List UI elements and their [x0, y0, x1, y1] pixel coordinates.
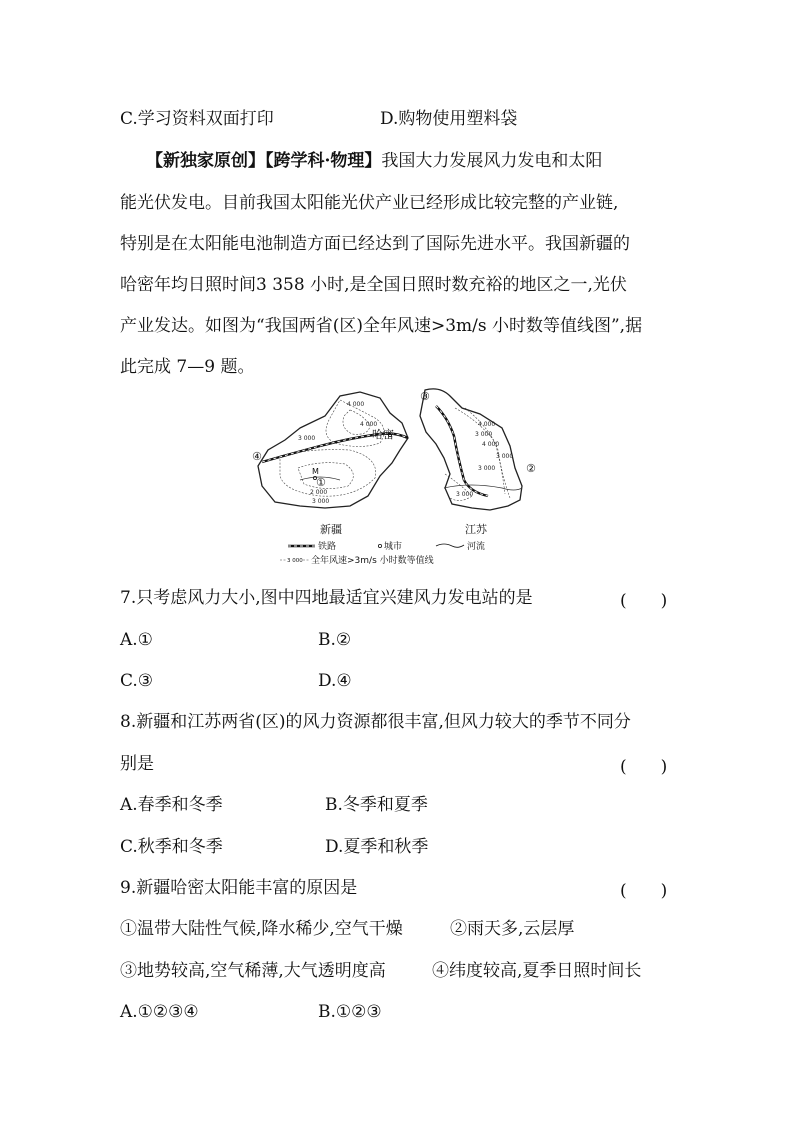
contour-label: 3 000	[312, 498, 330, 505]
q9-statement-1: ①温带大陆性气候,降水稀少,空气干燥	[120, 919, 403, 939]
q9-option-a[interactable]: A.①②③④	[120, 1002, 199, 1022]
q9-answer-blank[interactable]: ( )	[620, 881, 668, 901]
q8-option-d[interactable]: D.夏季和秋季	[325, 837, 429, 857]
intro-line-5: 产业发达。如图为“我国两省(区)全年风速>3m/s 小时数等值线图”,据	[120, 316, 643, 336]
q7-option-a[interactable]: A.①	[120, 630, 153, 650]
q9-stem: 9.新疆哈密太阳能丰富的原因是	[120, 878, 358, 898]
q9-statement-2: ②雨天多,云层厚	[450, 919, 575, 939]
legend-railway: 铁路	[318, 542, 337, 552]
intro-text: 我国大力发展风力发电和太阳	[381, 151, 603, 171]
q7-answer-blank[interactable]: ( )	[620, 591, 668, 611]
q9-statement-3: ③地势较高,空气稀薄,大气透明度高	[120, 961, 386, 981]
q7-option-d[interactable]: D.④	[318, 671, 352, 691]
site-1-label: ①	[316, 476, 326, 489]
site-2-label: ②	[526, 462, 536, 475]
contour-label: 3 000	[456, 491, 474, 498]
contour-label: 3 000	[475, 431, 493, 438]
q8-option-a[interactable]: A.春季和冬季	[120, 795, 223, 815]
q9-statement-4: ④纬度较高,夏季日照时间长	[432, 961, 642, 981]
q7-stem: 7.只考虑风力大小,图中四地最适宜兴建风力发电站的是	[120, 588, 533, 608]
q8-stem-2: 别是	[120, 754, 154, 774]
contour-label: 4 000	[478, 421, 496, 428]
legend-river: 河流	[467, 542, 486, 552]
option-c[interactable]: C.学习资料双面打印	[120, 109, 274, 129]
city-hami-label: 哈密	[372, 428, 394, 441]
tag-interdisciplinary: 【跨学科·物理】	[265, 151, 382, 171]
contour-label: 2 000	[310, 489, 328, 496]
wind-isoline-map	[240, 388, 560, 574]
contour-label: 4 000	[482, 441, 500, 448]
intro-line-1	[146, 149, 602, 173]
map-legend	[280, 540, 485, 566]
intro-line-4: 哈密年均日照时间3 358 小时,是全国日照时数充裕的地区之一,光伏	[120, 275, 627, 295]
legend-isoline-value: 3 000	[287, 558, 303, 564]
legend-city: 城市	[384, 542, 403, 552]
jiangsu-name: 江苏	[465, 523, 487, 536]
legend-isoline: 全年风速>3m/s 小时数等值线	[311, 556, 434, 566]
contour-label: 3 000	[496, 453, 514, 460]
contour-label: 4 000	[347, 401, 365, 408]
option-d[interactable]: D.购物使用塑料袋	[380, 109, 518, 129]
intro-line-3: 特别是在太阳能电池制造方面已经达到了国际先进水平。我国新疆的	[120, 234, 630, 254]
q8-option-c[interactable]: C.秋季和冬季	[120, 837, 223, 857]
contour-label: 4 000	[360, 421, 378, 428]
q7-option-c[interactable]: C.③	[120, 671, 154, 691]
q8-answer-blank[interactable]: ( )	[620, 757, 668, 777]
q7-option-b[interactable]: B.②	[318, 630, 352, 650]
intro-line-6: 此完成 7—9 题。	[120, 357, 255, 377]
q8-stem-1: 8.新疆和江苏两省(区)的风力资源都很丰富,但风力较大的季节不同分	[120, 712, 631, 732]
site-3-label: ③	[420, 390, 430, 403]
contour-label: 3 000	[298, 435, 316, 442]
city-m-label: M	[312, 467, 319, 476]
contour-label: 3 000	[478, 465, 496, 472]
q8-option-b[interactable]: B.冬季和夏季	[325, 795, 428, 815]
xinjiang-name: 新疆	[320, 523, 342, 536]
xinjiang-outline	[258, 392, 408, 508]
q9-option-b[interactable]: B.①②③	[318, 1002, 382, 1022]
site-4-label: ④	[252, 450, 262, 463]
tag-original: 【新独家原创】	[146, 151, 265, 171]
intro-line-2: 能光伏发电。目前我国太阳能光伏产业已经形成比较完整的产业链,	[120, 193, 619, 213]
